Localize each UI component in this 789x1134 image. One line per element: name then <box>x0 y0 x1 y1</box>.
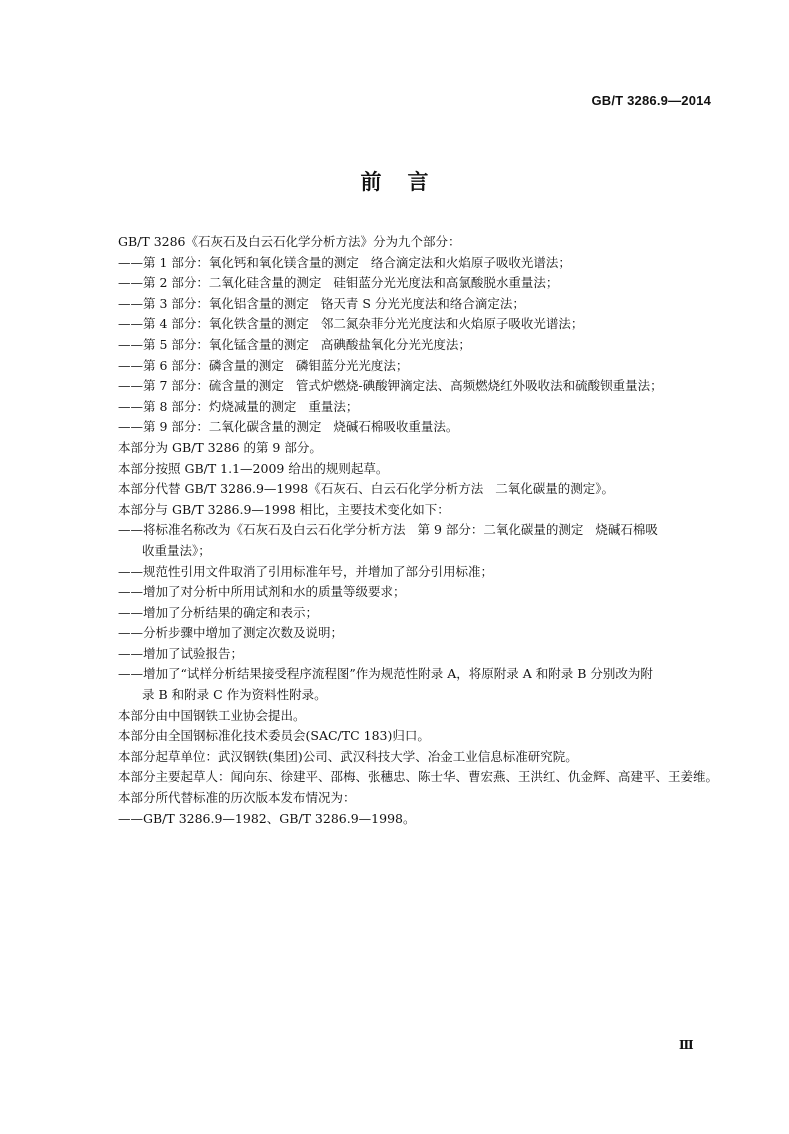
paragraph: 本部分所代替标准的历次版本发布情况为： <box>118 790 356 806</box>
list-item: ——第 4 部分：氧化铁含量的测定 邻二氮杂菲分光光度法和火焰原子吸收光谱法； <box>118 316 584 332</box>
change-item-continuation: 录 B 和附录 C 作为资料性附录。 <box>142 687 327 703</box>
paragraph: 本部分按照 GB/T 1.1—2009 给出的规则起草。 <box>118 460 389 476</box>
history-item: ——GB/T 3286.9—1982、GB/T 3286.9—1998。 <box>118 810 416 826</box>
change-item: ——增加了对分析中所用试剂和水的质量等级要求； <box>118 584 406 600</box>
page-title: 前言 <box>360 170 455 194</box>
list-item: ——第 9 部分：二氧化碳含量的测定 烧碱石棉吸收重量法。 <box>118 419 459 435</box>
paragraph: 本部分由全国钢标准化技术委员会(SAC/TC 183)归口。 <box>118 728 430 744</box>
change-item: ——增加了分析结果的确定和表示； <box>118 604 319 620</box>
paragraph: 本部分为 GB/T 3286 的第 9 部分。 <box>118 439 322 455</box>
paragraph: 本部分起草单位：武汉钢铁(集团)公司、武汉科技大学、冶金工业信息标准研究院。 <box>118 748 578 764</box>
list-item: ——第 7 部分：硫含量的测定 管式炉燃烧-碘酸钾滴定法、高频燃烧红外吸收法和硫酸钡重量法； <box>118 378 663 394</box>
intro-paragraph: GB/T 3286《石灰石及白云石化学分析方法》分为九个部分： <box>118 234 461 249</box>
change-item: ——增加了试验报告； <box>118 645 244 661</box>
change-item: ——分析步骤中增加了测定次数及说明； <box>118 625 344 641</box>
standard-code: GB/T 3286.9—2014 <box>591 93 711 108</box>
list-item: ——第 3 部分：氧化铝含量的测定 铬天青 S 分光光度法和络合滴定法； <box>118 295 525 311</box>
paragraph: 本部分主要起草人：闻向东、徐建平、邵梅、张穗忠、陈士华、曹宏燕、王洪红、仇金辉、高建平、王姜维。 <box>118 769 719 785</box>
list-item: ——第 5 部分：氧化锰含量的测定 高碘酸盐氧化分光光度法； <box>118 336 471 352</box>
paragraph: 本部分与 GB/T 3286.9—1998 相比，主要技术变化如下： <box>118 501 450 517</box>
list-item: ——第 2 部分：二氧化硅含量的测定 硅钼蓝分光光度法和高氯酸脱水重量法； <box>118 275 559 291</box>
change-item: ——将标准名称改为《石灰石及白云石化学分析方法 第 9 部分：二氧化碳量的测定 烧碱石棉吸 <box>118 522 658 538</box>
paragraph: 本部分由中国钢铁工业协会提出。 <box>118 707 306 723</box>
list-item: ——第 1 部分：氧化钙和氧化镁含量的测定 络合滴定法和火焰原子吸收光谱法； <box>118 254 571 270</box>
change-item: ——规范性引用文件取消了引用标准年号，并增加了部分引用标准； <box>118 563 494 579</box>
change-item: ——增加了“试样分析结果接受程序流程图”作为规范性附录 A，将原附录 A 和附录 B 分别改为附 <box>118 666 653 682</box>
change-item-continuation: 收重量法》； <box>142 542 211 558</box>
foreword-body <box>118 232 718 829</box>
paragraph: 本部分代替 GB/T 3286.9—1998《石灰石、白云石化学分析方法 二氧化碳量的测定》。 <box>118 481 614 497</box>
list-item: ——第 8 部分：灼烧减量的测定 重量法； <box>118 398 359 414</box>
list-item: ——第 6 部分：磷含量的测定 磷钼蓝分光光度法； <box>118 357 409 373</box>
page-number: Ⅲ <box>679 1038 694 1052</box>
